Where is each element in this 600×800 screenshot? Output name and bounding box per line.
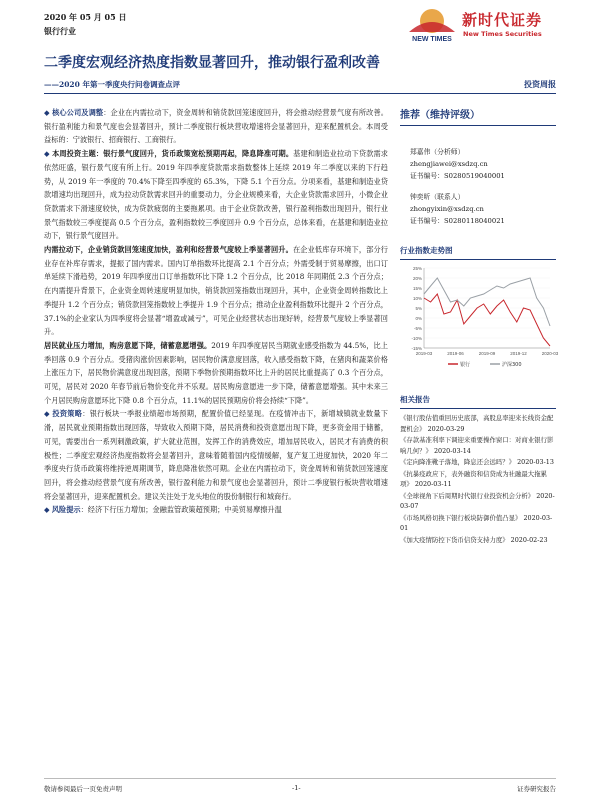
x-tick-label: 2019-06 xyxy=(447,351,464,356)
paragraph-text: 基建和制造业拉动下贷款需求依然旺盛，银行景气度有所上行。2019 年四季度贷款需求指数整体上延续 2019 年二季度以来的下行趋势，从 2019 年一季度的 70.4%下降至四季度的 65.3%，下降 5.1 个百分点。分项来看，基建和制造业贷款增速均出现回升，成为拉动贷款需求回升的重要动力，分企业规模来看，大企业贷款需求回升，小微企业贷款需求下滑速度较快，成为贷款疲弱的主要拖累项。由于企业贷款改善，银行盈利指数出现回升，银行业景气指数较三季度提高 0.5 个百分点，盈利指数较三季度回升 0.9 个百分点，总体来看，在基建和制造业拉动下，银行景气度回升。 xyxy=(44,149,388,241)
cert-number: S0280519040001 xyxy=(443,172,505,180)
logo-text: NEW TIMES xyxy=(412,36,452,43)
paragraph-lead: 内需拉动下，企业销货款回笼速度加快，盈利和经营景气度较上季显著回升。 xyxy=(44,245,293,255)
analyst-name: 钟奕昕（联系人） xyxy=(410,193,465,201)
x-tick-label: 2020-03 xyxy=(541,351,559,356)
analyst-cert xyxy=(410,215,556,227)
related-report-title[interactable]: 《全球视角下后周期时代银行业投资机会分析》 xyxy=(400,491,535,500)
footer-disclaimer[interactable]: 敬请参阅最后一页免责声明 xyxy=(44,785,122,793)
paragraph-lead: 投资策略 xyxy=(52,409,83,419)
cert-number: S0280118040021 xyxy=(443,217,505,225)
y-tick-label: 5% xyxy=(415,306,422,311)
related-report-date: 2020-03-13 xyxy=(515,458,554,466)
cert-label: 证书编号： xyxy=(410,172,444,180)
brand-name-cn: 新时代证券 xyxy=(462,11,543,29)
analyst-card xyxy=(400,191,556,227)
related-report-item[interactable] xyxy=(400,513,556,534)
bullet-icon: ◆ xyxy=(44,149,50,159)
related-report-date: 2020-03-01 xyxy=(400,513,553,532)
y-tick-label: 15% xyxy=(412,286,422,291)
related-report-date: 2020-03-07 xyxy=(400,491,555,510)
industry-label: 银行行业 xyxy=(44,26,76,36)
industry-index-chart xyxy=(400,264,559,372)
report-body xyxy=(44,106,388,792)
report-subtitle: ——2020 年第一季度央行问卷调查点评 xyxy=(44,80,180,89)
analyst-name: 郑嘉伟（分析师） xyxy=(410,148,465,156)
x-tick-label: 2019-09 xyxy=(478,351,496,356)
paragraph-text: ：银行板块一季报业绩超市场预期，配置价值已经显现。在疫情冲击下，新增城镇就业数量下滑，居民就业预期指数出现回落，导致收入预期下降，居民消费和投资意愿出现下降，更多资金用于储蓄，可见，需要出台一系列刺激政策，扩大就业范围，发挥工作的消费效应，增加居民收入，居民才有消费的积极性；二季度宏观经济热度指数将会显著回升，意味着随着国内疫情缓解，复产复工进度加快，2020 年二季度央行货币政策将维持逆周期调节，降息降准依然可期。企业在内需拉动下，资金周转和销货款回笼速度回升，将会推动经营景气度有所改善，银行盈利能力和景气度也会显著回升，预计二季度银行板块营收增速将会显著回升，迎来配置机会。建议关注处于龙头地位的股份制银行和城商行。 xyxy=(44,409,388,501)
paragraph-core xyxy=(44,106,388,147)
footer-divider xyxy=(44,778,556,779)
y-tick-label: 10% xyxy=(412,296,422,301)
related-report-date: 2020-02-23 xyxy=(508,535,548,544)
related-report-item[interactable] xyxy=(400,469,556,490)
analyst-cert xyxy=(410,170,556,182)
bullet-icon: ◆ xyxy=(44,108,50,117)
related-report-date: 2020-03-29 xyxy=(425,424,465,433)
related-report-title[interactable]: 《加大疫情防控下货币信贷支持力度》 xyxy=(400,535,509,544)
y-tick-label: -5% xyxy=(413,326,422,331)
related-report-item[interactable] xyxy=(400,457,556,468)
footer-type: 证券研究报告 xyxy=(517,785,556,793)
related-report-title[interactable]: 《定向降准靴子落地，降息还会远吗？》 xyxy=(400,458,516,466)
paragraph-strategy xyxy=(44,407,388,503)
brand-logo xyxy=(405,6,459,44)
analyst-email[interactable]: zhengjiawei@xsdzq.cn xyxy=(410,160,488,168)
report-title: 二季度宏观经济热度指数显著回升，推动银行盈利改善 xyxy=(44,55,380,71)
brand-name-en: New Times Securities xyxy=(463,30,542,38)
series-line-bank xyxy=(424,294,550,346)
paragraph-text: ：经济下行压力增加；金融监管政策超预期；中美贸易摩擦升温 xyxy=(80,505,282,515)
bullet-icon: ◆ xyxy=(44,505,50,515)
related-report-date: 2020-03-14 xyxy=(431,446,471,455)
analyst-email[interactable]: zhongyixin@xsdzq.cn xyxy=(410,205,484,213)
related-heading: 相关报告 xyxy=(400,394,556,409)
related-report-item[interactable] xyxy=(400,491,556,512)
page-number: -1- xyxy=(292,784,301,792)
legend-label: 沪深300 xyxy=(502,362,522,368)
paragraph-lead: 居民就业压力增加，购房意愿下降，储蓄意愿增强。 xyxy=(44,340,212,350)
header-divider xyxy=(44,93,556,94)
related-report-title[interactable]: 《银行股估值重回历史底部，高股息率迎来长线资金配置机会》 xyxy=(400,414,554,433)
y-tick-label: 0% xyxy=(415,316,422,321)
paragraph-text: 2019 年四季度居民当期就业感受指数为 44.5%，比上季回落 0.9 个百分点。受猪肉涨价因素影响，居民物价满意度回落，收入感受指数下降，在猪肉和蔬菜价格上涨压力下，居民物价满意度出现回落，预期下季物价预期指数环比上升的居民比重提高了 0.3 个百分点，可见，居民对 2020 年春节前后物价变化并不乐观。居民购房意愿进一步下降，储蓄意愿增强。其中未来三个月居民购房意愿环比下降 0.8 个百分点，11.1%的居民预期房价将会持续“下降”。 xyxy=(44,340,388,405)
paragraph-risk xyxy=(44,503,388,517)
series-line-hs300 xyxy=(424,278,550,326)
legend-label: 银行 xyxy=(460,362,471,368)
related-report-date: 2020-03-11 xyxy=(412,480,452,488)
chart-heading: 行业指数走势图 xyxy=(400,245,556,260)
paragraph-resident xyxy=(44,339,388,408)
related-reports-list xyxy=(400,413,556,545)
cert-label: 证书编号： xyxy=(410,217,444,225)
related-report-title[interactable]: 《市场风格切换下银行板块防御价值凸显》 xyxy=(400,513,522,522)
paragraph-text: 在企业低库存环境下，部分行业存在补库存需求，提振了国内需求。国内订单指数环比提高 2.1 个百分点；外需受制于贸易摩擦，出口订单延续下滑趋势，2019 年四季度出口订单指数环比下降 1.2 个百分点，比 2018 年同期低 2.3 个百分点；在内需提升背景下，企业资金周转速度明显加快，销货款回笼指数出现回升，其中，企业资金周转指数比上季提升 1.2 个百分点；销货款回笼指数较上季提升 1.9 个百分点；推动企业盈利指数环比提升 2 个百分点，37.1%的企业家认为四季度将会显著“增盈或减亏”，可见企业经营状态出现好转，经营景气度较上季显著回升。 xyxy=(44,245,388,337)
bullet-icon: ◆ xyxy=(44,409,50,419)
report-date: 2020 年 05 月 05 日 xyxy=(44,12,127,22)
x-tick-label: 2019-12 xyxy=(510,351,527,356)
related-report-title[interactable]: 《存款基准利率下调迎来重要操作窗口：对商业银行影响几何？》 xyxy=(400,436,554,455)
paragraph-lead: 风险提示 xyxy=(51,505,81,515)
rating: 推荐（维持评级） xyxy=(400,106,556,126)
x-tick-label: 2019-03 xyxy=(415,351,433,356)
y-tick-label: 20% xyxy=(412,276,422,281)
paragraph-theme xyxy=(44,147,388,243)
report-type: 投资周报 xyxy=(524,79,556,89)
related-report-title[interactable]: 《抗暴疫政应下，表外融资和信贷成为社融最大拖累项》 xyxy=(400,469,547,488)
related-report-item[interactable] xyxy=(400,413,556,434)
paragraph-lead: 本周投资主题：银行景气度回升，货币政策宽松预期再起，降息降准可期。 xyxy=(52,149,294,159)
paragraph-lead: 核心公司及调整 xyxy=(52,108,104,117)
related-report-item[interactable] xyxy=(400,435,556,456)
paragraph-text: ：企业在内需拉动下，资金周转和销货款回笼速度回升，将会推动经营景气度有所改善。银行盈利能力和景气度也会显著回升，预计二季度银行板块营收增速将会显著回升，迎来配置机会。本周受益标的：宁波银行、招商银行、工商银行。 xyxy=(44,108,388,145)
sidebar xyxy=(400,106,559,546)
paragraph-demand xyxy=(44,243,388,339)
related-report-item[interactable] xyxy=(400,535,556,546)
y-tick-label: -10% xyxy=(411,336,422,341)
y-tick-label: 25% xyxy=(412,266,422,271)
analyst-card xyxy=(400,146,556,182)
y-tick-label: -15% xyxy=(411,346,422,351)
